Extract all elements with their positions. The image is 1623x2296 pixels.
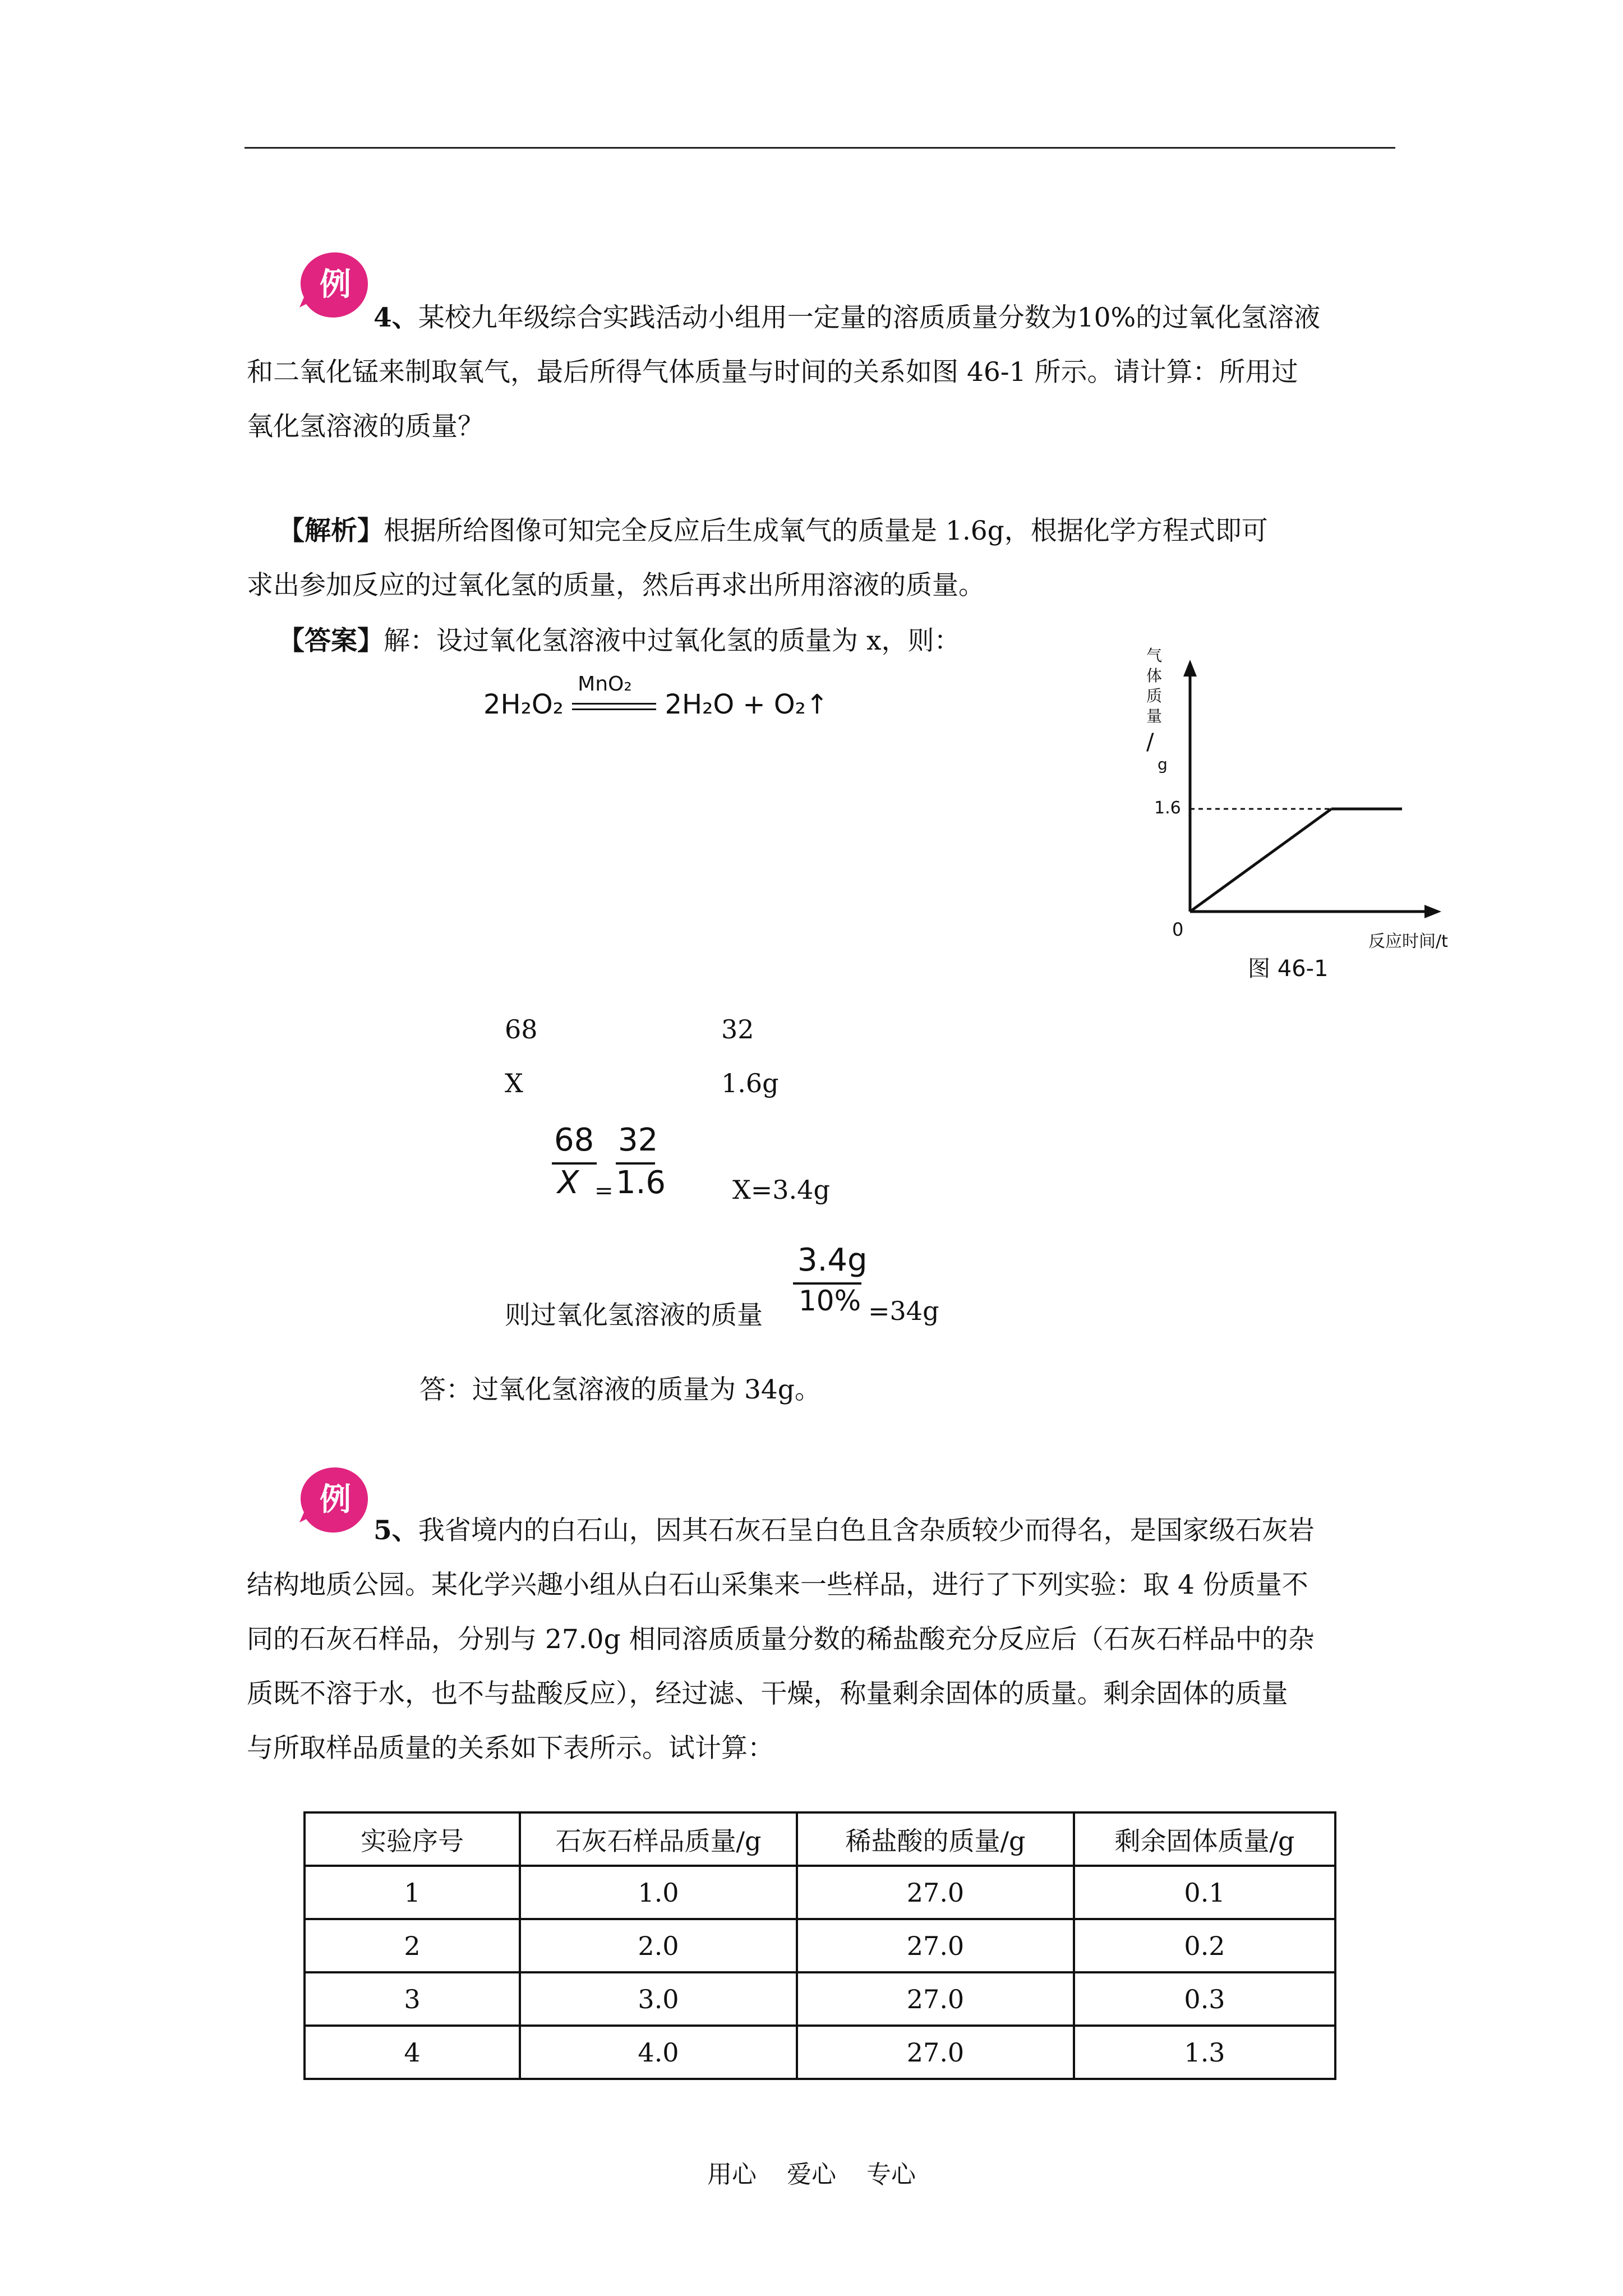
analysis-tag: 【解析】 (278, 516, 384, 546)
table-cell: 1 (305, 1866, 520, 1919)
ratio-68: 68 (505, 1014, 538, 1045)
table-cell: 27.0 (797, 1919, 1074, 1972)
table-cell: 0.3 (1074, 1972, 1335, 2026)
table-row (305, 1866, 1335, 1919)
example5-line4: 质既不溶于水，也不与盐酸反应），经过滤、干燥，称量剩余固体的质量。剩余固体的质量 (247, 1678, 1288, 1709)
fraction-den: X (557, 1165, 579, 1201)
fraction-num: 32 (618, 1122, 658, 1158)
mass-suffix: =34g (868, 1296, 939, 1326)
chemical-equation (483, 673, 829, 720)
table-cell: 2.0 (520, 1919, 797, 1972)
y-tick-label: 1.6 (1154, 798, 1181, 818)
y-label-char: 质 (1146, 687, 1163, 705)
equation-catalyst: MnO₂ (578, 673, 632, 696)
graph-marks (1190, 809, 1402, 912)
origin-label: 0 (1172, 919, 1184, 940)
conclusion: 答：过氧化氢溶液的质量为 34g。 (419, 1374, 821, 1405)
table-header: 稀盐酸的质量/g (797, 1812, 1074, 1866)
table-cell: 3 (305, 1972, 520, 2026)
analysis-line2: 求出参加反应的过氧化氢的质量，然后再求出所用溶液的质量。 (247, 570, 985, 601)
example5-number: 5、 (374, 1515, 418, 1546)
example4-number: 4、 (374, 302, 418, 333)
graph-46-1 (1122, 639, 1492, 999)
graph-y-label (1146, 646, 1168, 774)
fraction-num: 68 (554, 1122, 594, 1158)
example5-line2: 结构地质公园。某化学兴趣小组从白石山采集来一些样品，进行了下列实验：取 4 份质量不 (247, 1570, 1308, 1600)
header-rule (245, 147, 1395, 149)
example5-line5: 与所取样品质量的关系如下表所示。试计算： (247, 1733, 774, 1764)
y-label-char: 体 (1146, 666, 1163, 685)
y-label-char: 气 (1146, 646, 1163, 665)
ratio-32: 32 (721, 1014, 754, 1045)
table-cell: 0.2 (1074, 1919, 1335, 1972)
x-axis-arrow-icon (1424, 905, 1441, 918)
answer-tag: 【答案】 (278, 625, 384, 656)
table-cell: 4 (305, 2026, 520, 2079)
equation-arrow (572, 673, 656, 717)
example-badge-icon (298, 1464, 371, 1537)
equation-right: 2H₂O + O₂↑ (665, 689, 829, 720)
example5-line3: 同的石灰石样品，分别与 27.0g 相同溶质质量分数的稀盐酸充分反应后（石灰石样品中的杂 (247, 1624, 1315, 1655)
page-footer: 用心 爱心 专心 (707, 2160, 916, 2189)
fraction-num: 3.4g (797, 1242, 868, 1278)
table-cell: 1.3 (1074, 2026, 1335, 2079)
table-header: 实验序号 (305, 1812, 520, 1866)
analysis-line1: 【解析】根据所给图像可知完全反应后生成氧气的质量是 1.6g，根据化学方程式即可 (278, 516, 1268, 546)
table-row (305, 2026, 1335, 2079)
ratio-x: X (505, 1068, 523, 1098)
table-row (305, 1972, 1335, 2026)
table-cell: 27.0 (797, 1972, 1074, 2026)
badge-label: 例 (320, 1481, 351, 1518)
fraction-equals: = (594, 1178, 614, 1204)
example5-line1: 5、我省境内的白石山，因其石灰石呈白色且含杂质较少而得名，是国家级石灰岩 (374, 1515, 1315, 1546)
example4-line2: 和二氧化锰来制取氧气，最后所得气体质量与时间的关系如图 46-1 所示。请计算：所用过 (247, 357, 1298, 388)
graph-caption: 图 46-1 (1248, 956, 1329, 982)
series-segment (1190, 809, 1331, 912)
equation-left: 2H₂O₂ (483, 689, 564, 720)
table-header: 剩余固体质量/g (1074, 1812, 1335, 1866)
y-axis-arrow-icon (1183, 660, 1197, 677)
table-cell: 27.0 (797, 1866, 1074, 1919)
y-label-char: g (1158, 755, 1168, 774)
graph-axes (1183, 660, 1441, 918)
table-cell: 0.1 (1074, 1866, 1335, 1919)
ratio-1-6g: 1.6g (721, 1068, 779, 1098)
x-result: X=3.4g (732, 1175, 830, 1205)
y-label-char: / (1146, 729, 1154, 755)
table-header: 石灰石样品质量/g (520, 1812, 797, 1866)
table-cell: 2 (305, 1919, 520, 1972)
table-row (305, 1919, 1335, 1972)
badge-label: 例 (320, 266, 351, 303)
x-axis-label: 反应时间/t (1368, 932, 1448, 951)
experiment-table (303, 1811, 1336, 2080)
example4-line1: 4、某校九年级综合实践活动小组用一定量的溶质质量分数为10%的过氧化氢溶液 (374, 302, 1321, 333)
table-cell: 27.0 (797, 2026, 1074, 2079)
table-cell: 3.0 (520, 1972, 797, 2026)
example-badge-icon (298, 249, 371, 322)
y-label-char: 量 (1146, 707, 1163, 725)
example4-line3: 氧化氢溶液的质量？ (247, 411, 484, 442)
table-cell: 1.0 (520, 1866, 797, 1919)
mass-prefix: 则过氧化氢溶液的质量 (505, 1300, 763, 1330)
table-cell: 4.0 (520, 2026, 797, 2079)
table-header-row (305, 1812, 1335, 1866)
fraction-den: 1.6 (616, 1165, 666, 1201)
answer-line: 【答案】解：设过氧化氢溶液中过氧化氢的质量为 x，则： (278, 625, 961, 656)
fraction-den: 10% (799, 1285, 861, 1317)
